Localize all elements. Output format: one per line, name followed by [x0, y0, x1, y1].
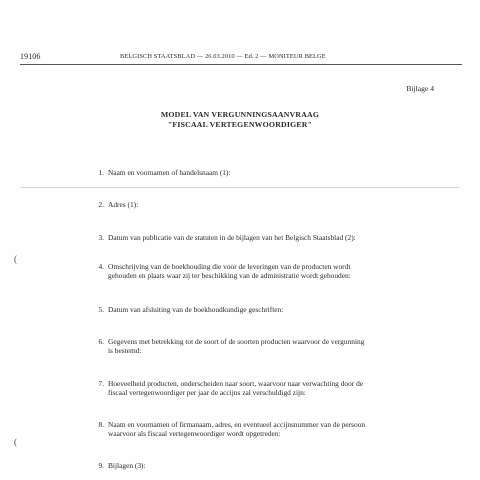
item-number: 7.: [98, 379, 104, 388]
item-number: 9.: [98, 461, 104, 470]
item-text-line-1: Hoeveelheid producten, onderscheiden naar soort, waarvoor naar verwachting door de: [108, 379, 364, 388]
item-text: Datum van afsluiting van de boekhoudkundige geschriften:: [108, 305, 284, 314]
item-number: 1.: [98, 168, 104, 177]
item-text-line-2: is bestemd:: [108, 346, 142, 355]
item-number: 8.: [98, 420, 104, 429]
item-number: 5.: [98, 305, 104, 314]
item-text-line-1: Omschrijving van de boekhouding die voor de leveringen van de producten wordt: [108, 262, 351, 271]
header-rule: [20, 64, 462, 65]
item-number: 6.: [98, 337, 104, 346]
margin-mark: (: [14, 254, 17, 264]
item-text: Bijlagen (3):: [108, 461, 146, 470]
form-title: [0, 110, 480, 130]
item-text-line-2: waarvoor als fiscaal vertegenwoordiger wordt opgetreden:: [108, 429, 281, 438]
running-title: BELGISCH STAATSBLAD — 26.03.2010 — Ed. 2 — MONITEUR BELGE: [120, 53, 326, 60]
page-number: 19106: [20, 52, 41, 61]
section-separator: [20, 187, 460, 188]
page-header: [20, 52, 462, 64]
margin-mark: (: [14, 437, 17, 447]
form-title-line-1: MODEL VAN VERGUNNINGSAANVRAAG: [160, 110, 320, 119]
form-title-line-2: "FISCAAL VERTEGENWOORDIGER": [167, 120, 313, 129]
item-number: 2.: [98, 200, 104, 209]
item-text-line-2: fiscaal vertegenwoordiger per jaar de accijns zal verschuldigd zijn:: [108, 388, 306, 397]
item-text: Adres (1):: [108, 200, 139, 209]
item-text: Datum van publicatie van de statuten in de bijlagen van het Belgisch Staatsblad (2):: [108, 233, 356, 242]
item-text-line-1: Naam en voornamen of firmanaam, adres, en eventueel accijnsnummer van de persoon: [108, 420, 366, 429]
item-number: 3.: [98, 233, 104, 242]
item-text-line-2: gehouden en plaats waar zij ter beschikking van de administratie wordt gehouden:: [108, 271, 351, 280]
item-text-line-1: Gegevens met betrekking tot de soort of de soorten producten waarvoor de vergunning: [108, 337, 365, 346]
item-number: 4.: [98, 262, 104, 271]
item-text: Naam en voornamen of handelsnaam (1):: [108, 168, 231, 177]
annex-label: Bijlage 4: [406, 84, 434, 93]
